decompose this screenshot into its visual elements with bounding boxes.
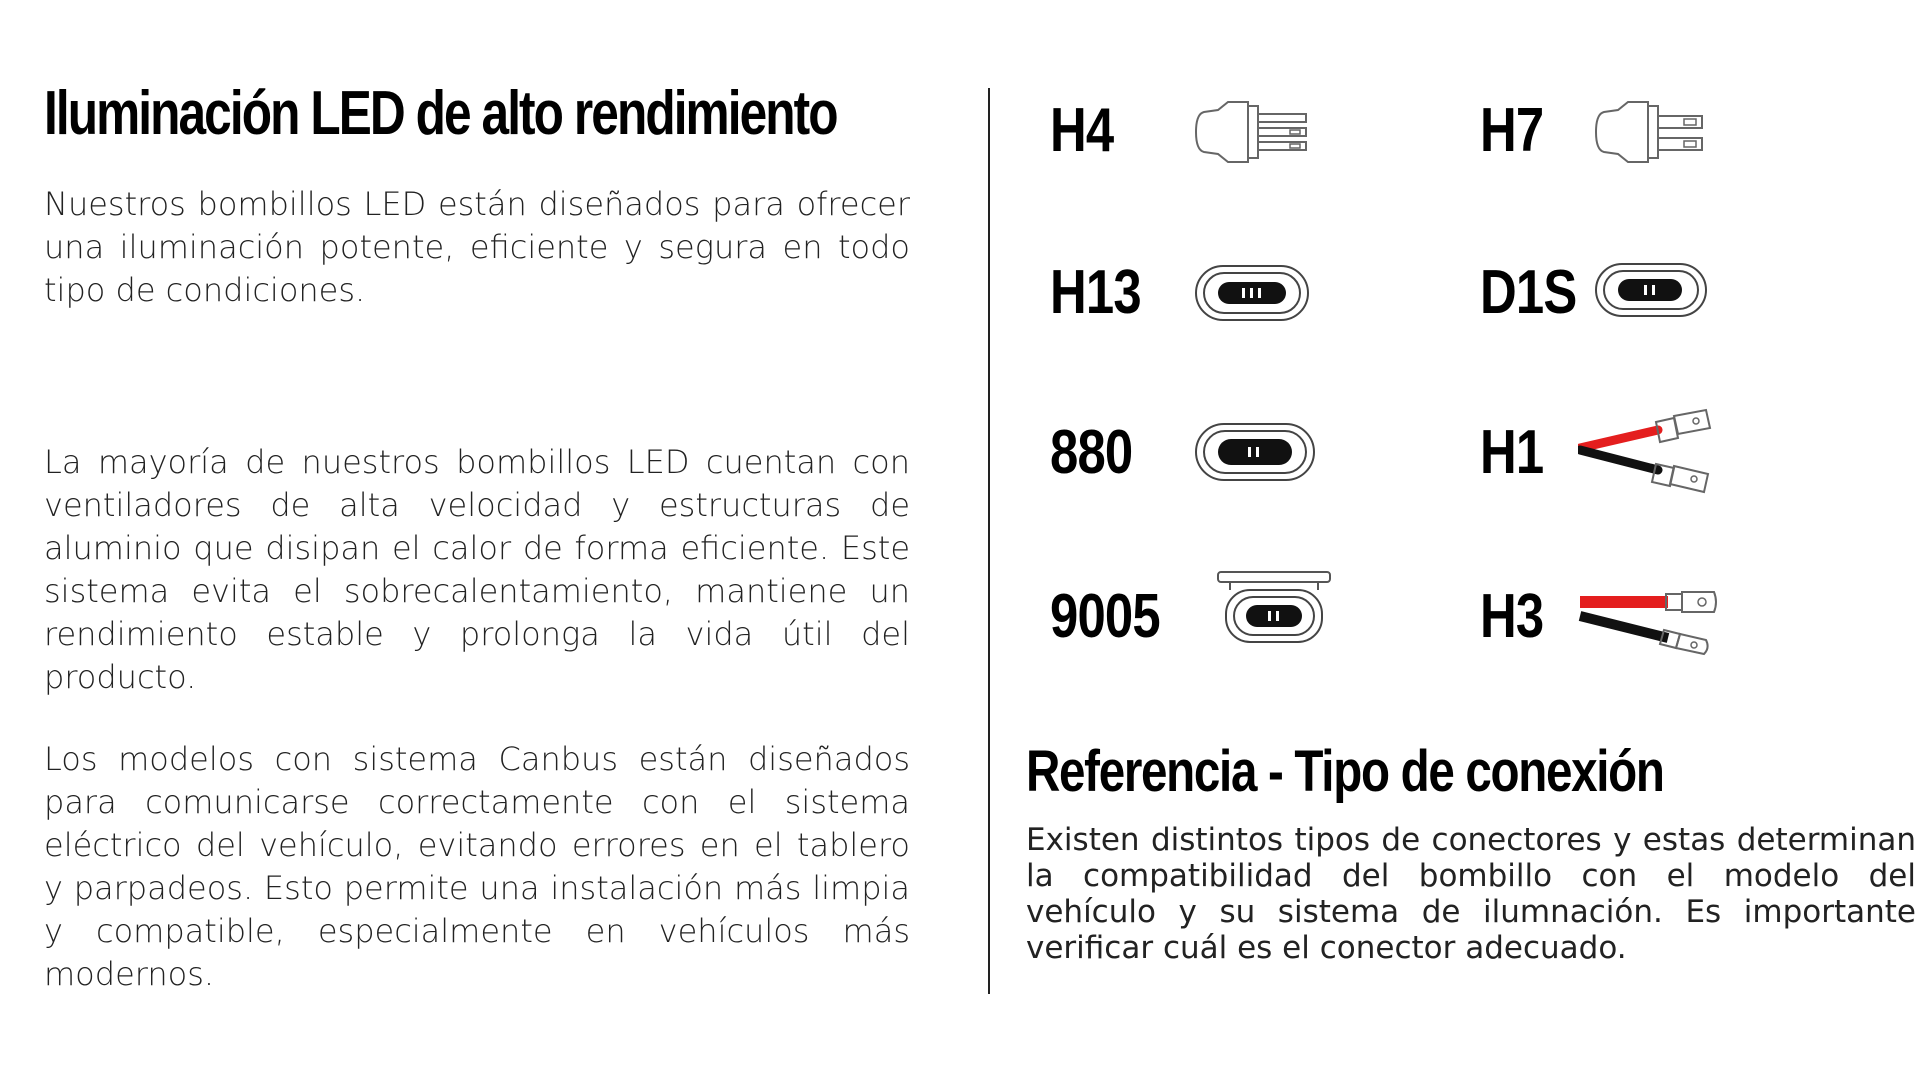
connector-label-h7: H7 xyxy=(1480,96,1544,165)
connector-label-h3: H3 xyxy=(1480,582,1544,651)
reference-title: Referencia - Tipo de conexión xyxy=(1026,739,1664,804)
intro-paragraph: Nuestros bombillos LED están diseñados para ofrecer una iluminación potente, eficiente y segura en todo tipo de condiciones. xyxy=(44,185,910,309)
page-title: Iluminación LED de alto rendimiento xyxy=(44,79,837,148)
column-divider xyxy=(988,88,990,994)
880-oval-socket-icon xyxy=(1194,420,1318,484)
h7-plug-icon xyxy=(1592,92,1722,172)
9005-socket-icon xyxy=(1216,570,1332,646)
connector-label-d1s: D1S xyxy=(1480,258,1577,327)
connector-label-9005: 9005 xyxy=(1050,582,1160,651)
canbus-paragraph: Los modelos con sistema Canbus están diseñados para comunicarse correctamente con el sistema eléctrico del vehículo, evitando errores en el tablero y parpadeos. Esto permite una instalación más limpia y compatible, especialmente en vehículos más modernos. xyxy=(44,740,910,993)
cooling-paragraph: La mayoría de nuestros bombillos LED cuentan con ventiladores de alta velocidad y estructuras de aluminio que disipan el calor de forma eficiente. Este sistema evita el sobrecalentamiento, mantiene un rendimiento estable y prolonga la vida útil del producto. xyxy=(44,443,910,696)
d1s-oval-socket-icon xyxy=(1594,260,1710,320)
h4-plug-icon xyxy=(1192,92,1322,172)
h1-wire-leads-icon xyxy=(1578,404,1714,494)
connector-label-880: 880 xyxy=(1050,418,1133,487)
h13-oval-socket-icon xyxy=(1194,262,1314,324)
connector-label-h1: H1 xyxy=(1480,418,1544,487)
connector-label-h13: H13 xyxy=(1050,258,1141,327)
reference-body: Existen distintos tipos de conectores y estas determinan la compatibilidad del bombillo con el modelo del vehículo y su sistema de ilumnación. Es importante verificar cuál es el conector adecuado. xyxy=(1026,822,1916,966)
connector-label-h4: H4 xyxy=(1050,96,1114,165)
h3-wire-leads-icon xyxy=(1578,586,1720,656)
